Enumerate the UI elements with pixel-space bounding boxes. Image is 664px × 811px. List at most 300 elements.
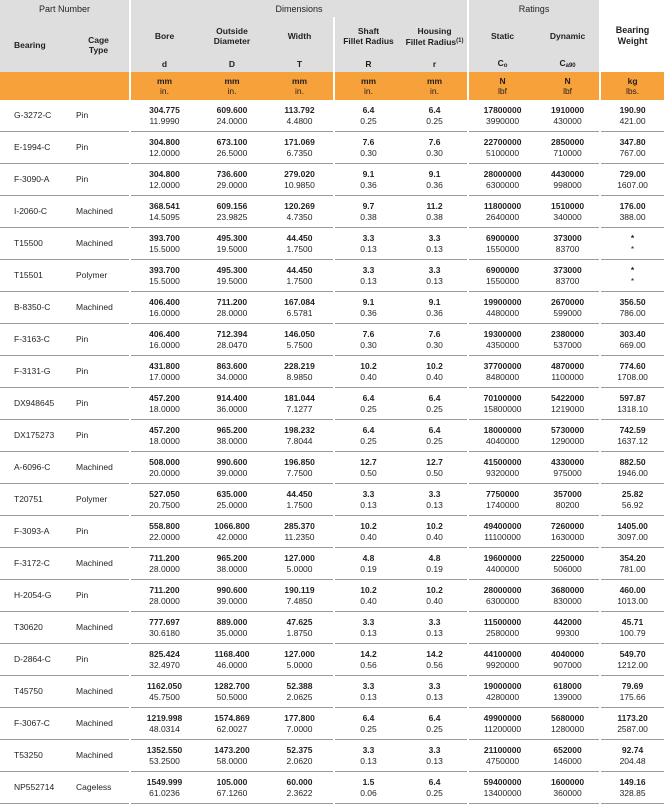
dynamic-rating-cell [536,516,600,548]
shaft-fillet-imperial: 0.25 [360,435,377,446]
housing-fillet-cell [402,708,468,740]
width-imperial: 4.7350 [286,211,313,222]
static-rating-metric: 19000000 [483,680,522,691]
static-rating-cell [468,132,536,164]
weight-metric: 354.20 [619,552,646,563]
cage-type: Polymer [68,260,130,292]
shaft-fillet-cell [334,292,402,324]
weight-metric: 460.00 [619,584,646,595]
bore-metric: 711.200 [149,584,180,595]
cage-type: Pin [68,644,130,676]
dynamic-rating-imperial: 599000 [553,307,582,318]
width-metric: 44.450 [286,232,313,243]
unit-mm: mm [426,76,443,86]
od-metric: 712.394 [216,328,248,339]
od-metric: 609.156 [216,200,248,211]
od-imperial: 26.5000 [216,147,248,158]
od-imperial: 25.0000 [216,499,248,510]
housing-fillet-imperial: 0.25 [426,787,443,798]
width-metric: 127.000 [284,552,315,563]
width-cell [266,740,334,772]
dynamic-rating-metric: 652000 [553,744,582,755]
static-rating-imperial: 4400000 [486,563,520,574]
weight-metric: 149.16 [619,776,646,787]
table-row [0,548,664,580]
unit-blank-2 [68,72,130,100]
housing-symbol: r [402,55,468,72]
table-row [0,516,664,548]
unit-od [198,72,266,100]
shaft-fillet-metric: 9.1 [362,296,375,307]
od-cell [198,772,266,804]
dynamic-rating-metric: 2380000 [551,328,585,339]
housing-fillet-cell [402,356,468,388]
dynamic-rating-imperial: 83700 [555,243,580,254]
dynamic-rating-imperial: 83700 [555,275,580,286]
shaft-fillet-imperial: 0.40 [360,371,377,382]
unit-blank-1 [0,72,68,100]
bearing-part-number: F-3163-C [0,324,68,356]
cage-type: Pin [68,164,130,196]
dynamic-rating-imperial: 1630000 [551,531,585,542]
bore-imperial: 53.2500 [149,755,180,766]
od-imperial: 67.1260 [216,787,248,798]
od-cell [198,548,266,580]
width-cell [266,644,334,676]
od-metric: 1168.400 [214,648,250,659]
table-row [0,484,664,516]
cage-type: Machined [68,292,130,324]
od-metric: 863.600 [216,360,248,371]
static-rating-imperial: 1550000 [486,243,520,254]
dynamic-rating-cell [536,324,600,356]
unit-shaft [334,72,402,100]
dynamic-symbol [536,55,600,72]
dynamic-rating-imperial: 998000 [553,179,582,190]
width-metric: 228.219 [284,360,315,371]
bore-imperial: 16.0000 [149,339,180,350]
width-cell [266,452,334,484]
shaft-fillet-imperial: 0.40 [360,595,377,606]
static-rating-metric: 28000000 [483,168,522,179]
weight-metric: 549.70 [619,648,646,659]
shaft-fillet-imperial: 0.30 [360,147,377,158]
static-rating-imperial: 4040000 [486,435,520,446]
shaft-fillet-metric: 3.3 [362,616,375,627]
bore-cell [130,676,198,708]
bearing-part-number: F-3093-A [0,516,68,548]
static-rating-cell [468,420,536,452]
unit-in: in. [227,86,237,96]
dynamic-rating-metric: 4430000 [551,168,585,179]
shaft-fillet-metric: 6.4 [362,424,375,435]
static-rating-imperial: 11100000 [484,531,521,542]
shaft-fillet-metric: 14.2 [360,648,377,659]
od-metric: 711.200 [216,296,248,307]
dynamic-rating-metric: 618000 [553,680,582,691]
bearing-part-number: D-2864-C [0,644,68,676]
cage-type: Pin [68,100,130,132]
cage-type: Pin [68,324,130,356]
static-rating-metric: 19900000 [483,296,522,307]
static-rating-metric: 70100000 [483,392,522,403]
static-rating-metric: 19600000 [483,552,522,563]
dynamic-rating-metric: 373000 [553,232,582,243]
static-rating-imperial: 9920000 [486,659,520,670]
dynamic-symbol-sub: a90 [565,63,576,69]
od-metric: 1282.700 [214,680,250,691]
housing-fillet-metric: 6.4 [428,392,441,403]
shaft-fillet-cell [334,420,402,452]
weight-metric: * [630,232,635,243]
dynamic-rating-metric: 5730000 [551,424,585,435]
housing-fillet-imperial: 0.13 [426,755,443,766]
shaft-fillet-imperial: 0.13 [360,755,377,766]
bore-imperial: 28.0000 [149,563,180,574]
shaft-fillet-imperial: 0.40 [360,531,377,542]
od-cell [198,676,266,708]
dynamic-rating-cell [536,740,600,772]
bearing-part-number: F-3067-C [0,708,68,740]
static-rating-imperial: 5100000 [486,147,520,158]
width-imperial: 7.4850 [286,595,313,606]
unit-mm: mm [224,76,240,86]
bearing-part-number: E-1994-C [0,132,68,164]
static-rating-cell [468,516,536,548]
width-metric: 181.044 [284,392,315,403]
dynamic-rating-metric: 373000 [553,264,582,275]
shaft-fillet-imperial: 0.50 [360,467,377,478]
shaft-fillet-cell [334,484,402,516]
width-imperial: 11.2350 [284,531,315,542]
static-rating-metric: 6900000 [486,264,520,275]
od-cell [198,612,266,644]
bore-cell [130,740,198,772]
shaft-fillet-metric: 6.4 [362,104,375,115]
width-metric: 60.000 [286,776,313,787]
width-metric: 196.850 [284,456,315,467]
dynamic-rating-imperial: 506000 [553,563,582,574]
static-rating-cell [468,484,536,516]
width-imperial: 2.0620 [286,755,313,766]
weight-metric: 190.90 [619,104,646,115]
dynamic-rating-metric: 357000 [553,488,582,499]
bore-cell [130,644,198,676]
weight-imperial: 1318.10 [617,403,648,414]
weight-imperial: 1637.12 [617,435,648,446]
bearing-rows [0,100,664,804]
dynamic-rating-imperial: 1280000 [551,723,585,734]
od-metric: 1574.869 [214,712,250,723]
bore-cell [130,196,198,228]
bore-cell [130,164,198,196]
bore-cell [130,260,198,292]
housing-fillet-cell [402,100,468,132]
housing-fillet-imperial: 0.25 [426,723,443,734]
table-row [0,324,664,356]
dynamic-rating-cell [536,484,600,516]
housing-fillet-cell [402,772,468,804]
table-row [0,132,664,164]
weight-cell [600,196,664,228]
width-cell [266,260,334,292]
static-rating-cell [468,196,536,228]
width-cell [266,324,334,356]
dynamic-rating-metric: 2670000 [551,296,585,307]
weight-metric: 729.00 [619,168,646,179]
housing-fillet-metric: 11.2 [426,200,443,211]
od-cell [198,228,266,260]
od-imperial: 34.0000 [216,371,248,382]
bore-imperial: 48.0314 [149,723,180,734]
bore-imperial: 45.7500 [149,691,180,702]
width-cell [266,196,334,228]
od-metric: 914.400 [216,392,248,403]
static-rating-cell [468,292,536,324]
static-symbol-sub: o [503,63,508,69]
cage-type: Pin [68,516,130,548]
bearing-part-number: F-3090-A [0,164,68,196]
cage-type: Machined [68,452,130,484]
bore-metric: 711.200 [149,552,180,563]
weight-imperial: 175.66 [619,691,646,702]
static-rating-metric: 22700000 [483,136,522,147]
bore-imperial: 14.5095 [149,211,180,222]
housing-fillet-cell [402,388,468,420]
static-rating-imperial: 4350000 [486,339,520,350]
width-symbol: T [266,55,334,72]
shaft-fillet-metric: 3.3 [362,488,375,499]
housing-fillet-imperial: 0.40 [426,371,443,382]
units-row [0,72,664,100]
bearing-part-number: F-3172-C [0,548,68,580]
bore-imperial: 18.0000 [149,403,180,414]
cage-type: Pin [68,420,130,452]
shaft-fillet-imperial: 0.13 [360,243,377,254]
od-metric: 635.000 [216,488,248,499]
weight-cell [600,708,664,740]
od-cell [198,260,266,292]
static-rating-imperial: 15800000 [483,403,522,414]
od-imperial: 36.0000 [216,403,248,414]
static-rating-cell [468,260,536,292]
static-rating-cell [468,228,536,260]
dynamic-rating-metric: 1510000 [551,200,585,211]
housing-fillet-imperial: 0.25 [426,435,443,446]
weight-cell [600,580,664,612]
weight-cell [600,644,664,676]
od-metric: 990.600 [216,584,248,595]
bearing-part-number: B-8350-C [0,292,68,324]
bore-metric: 393.700 [149,264,180,275]
cage-type: Pin [68,132,130,164]
housing-fillet-imperial: 0.30 [426,147,443,158]
bore-metric: 304.800 [149,168,180,179]
housing-fillet-metric: 4.8 [428,552,441,563]
shaft-fillet-imperial: 0.56 [360,659,377,670]
od-cell [198,388,266,420]
static-rating-metric: 11500000 [483,616,522,627]
width-imperial: 8.9850 [286,371,313,382]
cage-type: Machined [68,612,130,644]
weight-imperial: 328.85 [619,787,646,798]
bore-cell [130,292,198,324]
dynamic-rating-metric: 5680000 [551,712,585,723]
table-row [0,580,664,612]
od-imperial: 29.0000 [216,179,248,190]
weight-metric: 45.71 [621,616,644,627]
weight-cell [600,420,664,452]
bore-cell [130,708,198,740]
static-rating-metric: 6900000 [486,232,520,243]
width-cell [266,132,334,164]
weight-metric: 303.40 [619,328,646,339]
housing-fillet-cell [402,228,468,260]
static-rating-cell [468,100,536,132]
weight-cell [600,612,664,644]
width-imperial: 5.0000 [286,563,313,574]
static-rating-imperial: 13400000 [483,787,522,798]
bore-metric: 527.050 [149,488,180,499]
bore-imperial: 30.6180 [149,627,180,638]
bore-cell [130,356,198,388]
table-row [0,676,664,708]
dynamic-rating-cell [536,676,600,708]
shaft-fillet-cell [334,356,402,388]
cage-type: Machined [68,228,130,260]
weight-imperial: * [630,275,635,286]
weight-metric: 79.69 [621,680,644,691]
weight-imperial: 3097.00 [617,531,648,542]
bore-metric: 508.000 [149,456,180,467]
dynamic-rating-cell [536,100,600,132]
dynamic-rating-imperial: 99300 [555,627,580,638]
cage-type: Machined [68,708,130,740]
housing-fillet-cell [402,484,468,516]
width-metric: 285.370 [284,520,315,531]
cage-type: Pin [68,356,130,388]
housing-fillet-header [402,17,468,55]
dynamic-header: Dynamic [536,17,600,55]
dynamic-rating-cell [536,292,600,324]
static-rating-cell [468,324,536,356]
width-imperial: 1.7500 [286,499,313,510]
od-imperial: 28.0470 [216,339,248,350]
dynamic-rating-imperial: 975000 [553,467,582,478]
dynamic-rating-imperial: 146000 [553,755,582,766]
width-cell [266,356,334,388]
static-rating-imperial: 4480000 [486,307,520,318]
cage-type: Cageless [68,772,130,804]
ratings-group-header: Ratings [468,0,600,17]
bearing-header: Bearing [0,17,68,72]
table-row [0,388,664,420]
shaft-fillet-cell [334,612,402,644]
weight-cell [600,452,664,484]
housing-fillet-cell [402,324,468,356]
bore-metric: 393.700 [149,232,180,243]
static-rating-metric: 41500000 [483,456,522,467]
unit-n: N [564,76,571,86]
width-imperial: 6.5781 [286,307,313,318]
od-cell [198,516,266,548]
weight-metric: 356.50 [619,296,646,307]
bore-imperial: 18.0000 [149,435,180,446]
housing-fillet-metric: 3.3 [428,264,441,275]
housing-fillet-imperial: 0.30 [426,339,443,350]
bearing-part-number: NP552714 [0,772,68,804]
table-row [0,420,664,452]
unit-lbf: lbf [498,86,508,96]
shaft-fillet-cell [334,580,402,612]
width-cell [266,228,334,260]
bore-symbol: d [130,55,198,72]
shaft-fillet-cell [334,740,402,772]
weight-cell [600,132,664,164]
weight-cell [600,324,664,356]
shaft-fillet-metric: 6.4 [362,712,375,723]
static-rating-imperial: 11200000 [483,723,522,734]
bearing-weight-header: Bearing Weight [600,0,664,72]
housing-fillet-metric: 12.7 [426,456,443,467]
width-metric: 113.792 [284,104,315,115]
static-rating-metric: 21100000 [483,744,522,755]
od-metric: 889.000 [216,616,248,627]
bore-cell [130,484,198,516]
static-rating-imperial: 8480000 [486,371,520,382]
dynamic-rating-imperial: 1100000 [551,371,584,382]
width-imperial: 4.4800 [286,115,313,126]
static-rating-imperial: 3990000 [486,115,520,126]
weight-imperial: 786.00 [619,307,646,318]
static-rating-cell [468,548,536,580]
shaft-fillet-imperial: 0.19 [360,563,377,574]
shaft-fillet-cell [334,228,402,260]
weight-cell [600,388,664,420]
housing-fillet-imperial: 0.40 [426,595,443,606]
width-header: Width [266,17,334,55]
table-row [0,772,664,804]
shaft-fillet-cell [334,100,402,132]
weight-metric: 1405.00 [617,520,648,531]
shaft-fillet-cell [334,196,402,228]
dynamic-rating-metric: 4870000 [551,360,585,371]
shaft-fillet-cell [334,388,402,420]
static-rating-metric: 49900000 [483,712,522,723]
od-cell [198,100,266,132]
housing-fillet-metric: 6.4 [428,424,441,435]
weight-cell [600,676,664,708]
weight-imperial: 669.00 [619,339,646,350]
shaft-fillet-metric: 6.4 [362,392,375,403]
od-cell [198,356,266,388]
housing-fillet-imperial: 0.13 [426,691,443,702]
width-cell [266,548,334,580]
housing-fillet-metric: 7.6 [428,136,441,147]
cage-type: Machined [68,548,130,580]
dynamic-rating-imperial: 907000 [553,659,582,670]
bearing-part-number: F-3131-G [0,356,68,388]
weight-imperial: 1212.00 [617,659,648,670]
bore-imperial: 16.0000 [149,307,180,318]
width-imperial: 10.9850 [284,179,315,190]
housing-fillet-cell [402,676,468,708]
static-rating-cell [468,612,536,644]
width-imperial: 1.7500 [286,243,313,254]
housing-fillet-metric: 3.3 [428,232,441,243]
housing-fillet-imperial: 0.25 [426,115,443,126]
housing-fillet-metric: 6.4 [428,712,441,723]
